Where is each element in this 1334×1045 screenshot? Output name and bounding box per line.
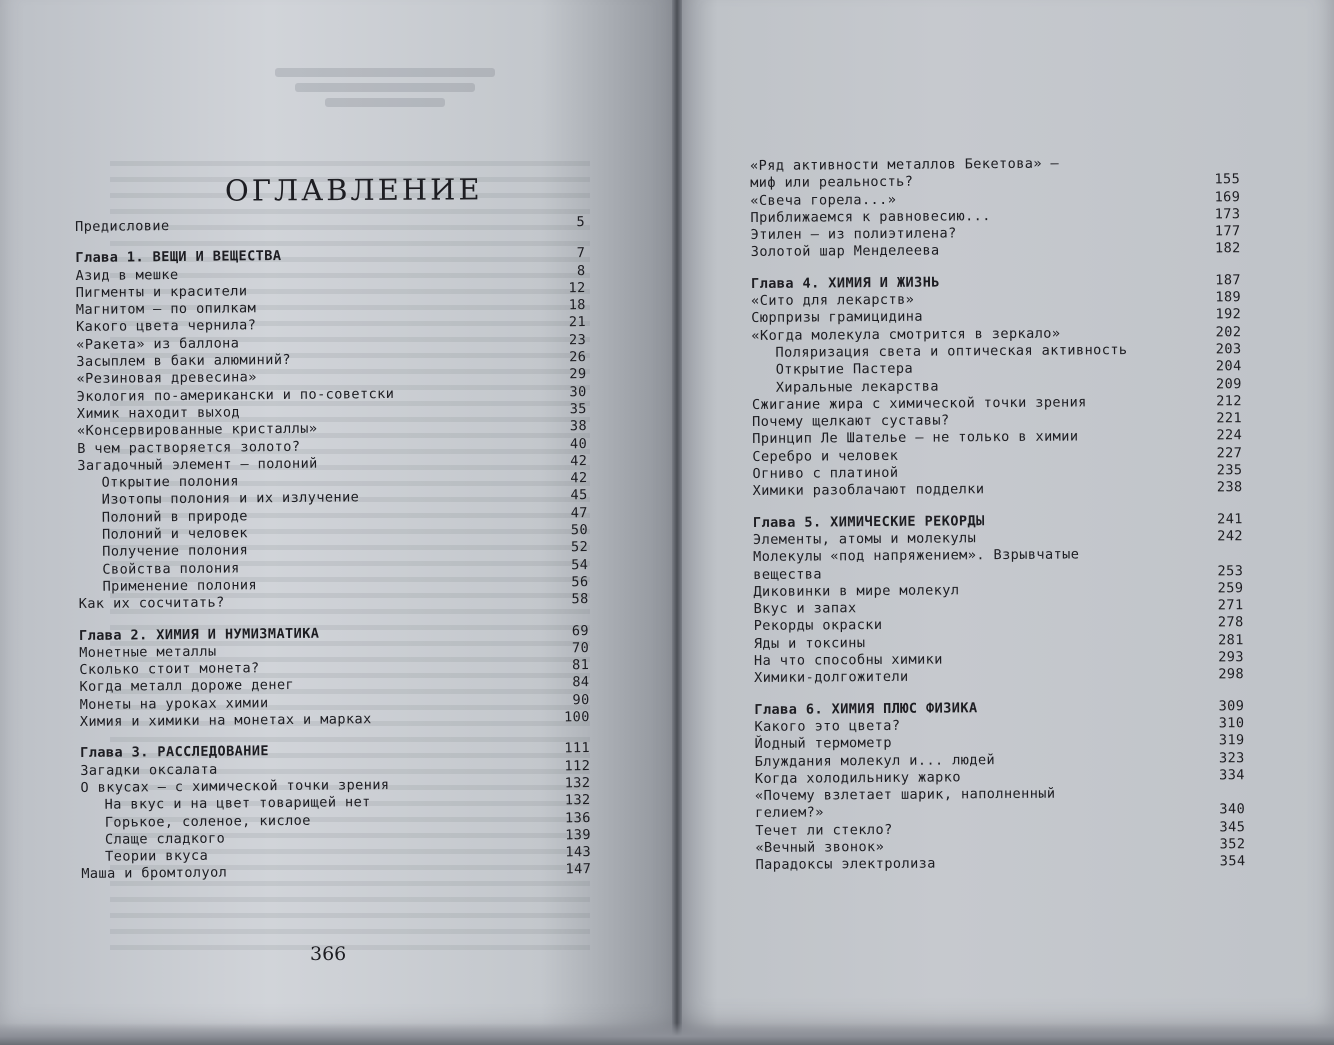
toc-entry-page: 30 <box>569 383 587 400</box>
toc-entry-title: Загадки оксалата <box>80 761 218 779</box>
toc-entry-title: Маша и бромтолуол <box>81 864 228 883</box>
toc-entry-page: 58 <box>571 591 589 608</box>
toc-entry-page: 271 <box>1217 597 1244 614</box>
toc-entry-page: 112 <box>564 757 591 774</box>
toc-entry-title: Йодный термометр <box>754 735 893 753</box>
toc-entry-title: Получение полония <box>102 542 249 561</box>
toc-entry-title: Изотопы полония и их излучение <box>101 489 360 509</box>
toc-entry-title: Загадочный элемент – полоний <box>77 455 318 474</box>
toc-entry-title: Элементы, атомы и молекулы <box>752 530 977 548</box>
toc-entry-page: 212 <box>1216 393 1242 410</box>
toc-entry-title: Вкус и запах <box>753 600 857 618</box>
toc-entry-page: 40 <box>569 435 588 452</box>
toc-entry-page: 235 <box>1216 462 1243 479</box>
page-number: 366 <box>310 943 347 965</box>
toc-entry-title: Огниво с платиной <box>752 464 899 483</box>
toc-entry-title: Экология по-американски и по-советски <box>76 385 395 405</box>
toc-entry-title: Применение полония <box>102 577 258 595</box>
toc-entry-page: 29 <box>569 366 587 383</box>
toc-entry-title: Открытие Пастера <box>775 360 914 379</box>
toc-entry-page: 298 <box>1218 666 1245 683</box>
toc-entry-page: 21 <box>568 314 587 331</box>
toc-entry-page: 139 <box>565 826 592 844</box>
toc-list-right <box>750 154 1246 874</box>
toc-entry-page: 238 <box>1216 479 1243 496</box>
toc-entry-title: Химики разоблачают подделки <box>752 481 985 500</box>
toc-entry-title: Глава 3. РАССЛЕДОВАНИЕ <box>80 743 270 762</box>
page-bottom-edge <box>0 1023 1334 1045</box>
toc-entry-title: Золотой шар Менделеева <box>750 242 940 261</box>
toc-entry-page: 182 <box>1214 240 1241 257</box>
toc-entry-page: 26 <box>569 349 587 366</box>
toc-entry-page: 38 <box>569 418 588 435</box>
toc-entry-title: Глава 4. ХИМИЯ И ЖИЗНЬ <box>750 274 940 292</box>
toc-entry-title: «Когда молекула смотрится в зеркало» <box>751 325 1061 344</box>
toc-entry-title: «Вечный звонок» <box>755 838 885 856</box>
toc-entry-title: Когда металл дороже денег <box>79 677 295 696</box>
toc-entry-page: 340 <box>1219 801 1246 818</box>
toc-entry-title: Поляризация света и оптическая активность <box>775 342 1128 361</box>
toc-entry-page: 319 <box>1218 732 1245 749</box>
toc-entry-title: Молекулы «под напряжением». Взрывчатые <box>753 546 1080 566</box>
toc-entry-page: 45 <box>570 487 588 504</box>
toc-entry-page: 345 <box>1219 818 1246 836</box>
toc-entry-page: 293 <box>1218 649 1244 666</box>
toc-entry-page: 70 <box>571 639 590 657</box>
toc-entry-page: 281 <box>1217 631 1244 649</box>
toc-entry-title: Какого это цвета? <box>754 717 901 735</box>
toc-entry-title: Открытие полония <box>101 473 239 491</box>
toc-entry-title: Монеты на уроках химии <box>79 694 269 713</box>
toc-entry-page: 323 <box>1218 749 1245 766</box>
toc-entry-page: 155 <box>1214 171 1241 188</box>
toc-entry-title: Полоний в природе <box>101 508 248 526</box>
toc-entry-page: 204 <box>1215 358 1242 375</box>
toc-entry-page: 69 <box>571 622 590 639</box>
toc-entry-page: 136 <box>564 809 591 826</box>
toc-entry-page: 47 <box>570 504 588 522</box>
toc-entry-page: 42 <box>570 452 588 470</box>
toc-entry-title: «Консервированные кристаллы» <box>76 420 318 440</box>
toc-entry-page: 143 <box>565 844 592 861</box>
toc-entry-page: 56 <box>571 574 589 591</box>
toc-entry-title: Засыплем в баки алюминий? <box>76 352 292 371</box>
book-gutter <box>672 0 682 1045</box>
toc-entry-title: Какого цвета чернила? <box>75 317 257 336</box>
toc-entry-page: 189 <box>1215 289 1242 306</box>
toc-entry-page: 132 <box>564 774 591 792</box>
toc-title: ОГЛАВЛЕНИЕ <box>224 172 483 208</box>
toc-entry-title: Сколько стоит монета? <box>79 660 260 679</box>
toc-entry-title: Почему щелкают суставы? <box>752 412 950 431</box>
toc-entry-page: 253 <box>1217 562 1244 579</box>
toc-entry-title: Азид в мешке <box>75 266 179 284</box>
toc-entry-page: 111 <box>564 740 591 757</box>
toc-entry-page: 147 <box>565 861 592 878</box>
toc-entry-title: Химик находит выход <box>76 404 241 422</box>
toc-entry-title: Сюрпризы грамицидина <box>751 309 924 327</box>
toc-entry-page: 221 <box>1216 410 1243 427</box>
toc-entry-title: Свойства полония <box>102 560 240 578</box>
show-through-heading <box>235 62 535 113</box>
toc-entry-page: 18 <box>568 297 586 314</box>
toc-entry-title: Парадоксы электролиза <box>755 855 936 874</box>
toc-entry-title: «Свеча горела...» <box>750 191 897 209</box>
toc-entry-title: «Почему взлетает шарик, наполненный <box>754 785 1056 805</box>
toc-entry-page: 84 <box>572 674 590 691</box>
toc-entry-title: О вкусах – с химической точки зрения <box>80 776 390 796</box>
toc-entry-title: Горькое, соленое, кислое <box>104 812 311 831</box>
toc-entry-title: Хиральные лекарства <box>775 378 939 396</box>
toc-entry-title: Слаще сладкого <box>104 830 226 848</box>
toc-entry-title: Принцип Ле Шателье – не только в химии <box>752 428 1079 448</box>
toc-entry-title: «Ракета» из баллона <box>76 335 240 353</box>
toc-entry-page: 203 <box>1215 341 1242 358</box>
toc-entry-title: «Ряд активности металлов Бекетова» – <box>750 155 1060 174</box>
toc-entry-page: 310 <box>1218 715 1245 732</box>
toc-entry-title: Как их сосчитать? <box>78 594 225 613</box>
toc-entry-title: Глава 2. ХИМИЯ И НУМИЗМАТИКА <box>78 625 320 644</box>
toc-entry-title: Этилен – из полиэтилена? <box>750 225 957 244</box>
toc-entry-title: вещества <box>753 565 823 583</box>
toc-entry-title: «Сито для лекарств» <box>751 291 915 310</box>
toc-entry-page: 187 <box>1215 271 1242 289</box>
toc-entry-page: 90 <box>572 691 590 708</box>
toc-entry-title: Пигменты и красители <box>75 283 248 301</box>
toc-entry-title: Диковинки в мире молекул <box>753 582 960 600</box>
toc-entry-title: Монетные металлы <box>79 643 217 661</box>
toc-entry-page: 242 <box>1217 528 1244 545</box>
toc-entry-page: 241 <box>1217 510 1243 527</box>
toc-entry-page: 278 <box>1217 614 1244 631</box>
toc-entry-page: 309 <box>1218 697 1245 714</box>
toc-entry-page: 177 <box>1214 223 1241 240</box>
toc-entry-page: 354 <box>1219 853 1246 870</box>
toc-entry-page: 169 <box>1214 188 1241 205</box>
toc-entry-title: Когда холодильнику жарко <box>754 769 961 787</box>
toc-entry-title: Яды и токсины <box>753 634 866 652</box>
toc-entry-page: 50 <box>570 522 589 539</box>
toc-entry-page: 52 <box>570 539 589 556</box>
toc-entry-page: 42 <box>570 470 588 487</box>
toc-entry-title: Полоний и человек <box>101 525 249 543</box>
toc-entry-title: Магнитом – по опилкам <box>75 300 257 319</box>
toc-entry-page: 132 <box>564 792 591 809</box>
toc-entry-title: Приближаемся к равновесию... <box>750 208 991 226</box>
toc-list-left <box>75 214 591 884</box>
toc-entry-title: «Резиновая древесина» <box>76 369 257 388</box>
toc-entry-page: 173 <box>1214 206 1241 223</box>
toc-entry-title: Блуждания молекул и... людей <box>754 751 996 770</box>
toc-entry-title: Предисловие <box>75 218 170 235</box>
toc-entry-title: Теории вкуса <box>105 847 209 865</box>
toc-entry-title: Течет ли стекло? <box>755 821 893 839</box>
toc-entry-title: Химики-долгожители <box>754 669 909 687</box>
toc-entry-page: 8 <box>576 262 586 279</box>
toc-entry-page: 100 <box>563 709 590 726</box>
toc-entry-title: На вкус и на цвет товарищей нет <box>104 794 371 813</box>
toc-entry-page: 352 <box>1219 836 1246 853</box>
toc-entry-title: Глава 6. ХИМИЯ ПЛЮС ФИЗИКА <box>754 699 978 718</box>
toc-entry-title: миф или реальность? <box>750 174 914 192</box>
toc-entry-title: На что способны химики <box>753 651 943 669</box>
toc-entry-page: 12 <box>568 279 586 297</box>
toc-entry-title: Сжигание жира с химической точки зрения <box>751 394 1087 413</box>
toc-entry-page: 227 <box>1216 444 1243 462</box>
toc-entry-page: 259 <box>1217 579 1244 597</box>
toc-entry-page: 192 <box>1215 306 1242 323</box>
toc-entry-page: 7 <box>576 245 586 262</box>
toc-entry-title: Рекорды окраски <box>753 617 883 635</box>
toc-entry-page: 35 <box>569 401 587 418</box>
toc-entry-page: 334 <box>1219 766 1245 784</box>
toc-entry-page: 54 <box>571 556 589 573</box>
toc-entry-page: 23 <box>568 331 587 349</box>
toc-entry-title: Серебро и человек <box>752 447 899 465</box>
toc-entry-page: 5 <box>576 214 586 231</box>
toc-entry-page: 202 <box>1215 323 1242 341</box>
toc-entry-title: Химия и химики на монетах и марках <box>79 711 372 730</box>
toc-entry-page: 209 <box>1215 375 1242 392</box>
toc-entry-title: В чем растворяется золото? <box>77 438 301 457</box>
toc-entry-title: Глава 5. ХИМИЧЕСКИЕ РЕКОРДЫ <box>752 512 985 531</box>
toc-entry-title: Глава 1. ВЕЩИ И ВЕЩЕСТВА <box>75 248 282 267</box>
toc-entry-page: 81 <box>572 657 590 674</box>
toc-entry-title: гелием?» <box>755 804 824 822</box>
toc-entry-page: 224 <box>1216 427 1243 444</box>
